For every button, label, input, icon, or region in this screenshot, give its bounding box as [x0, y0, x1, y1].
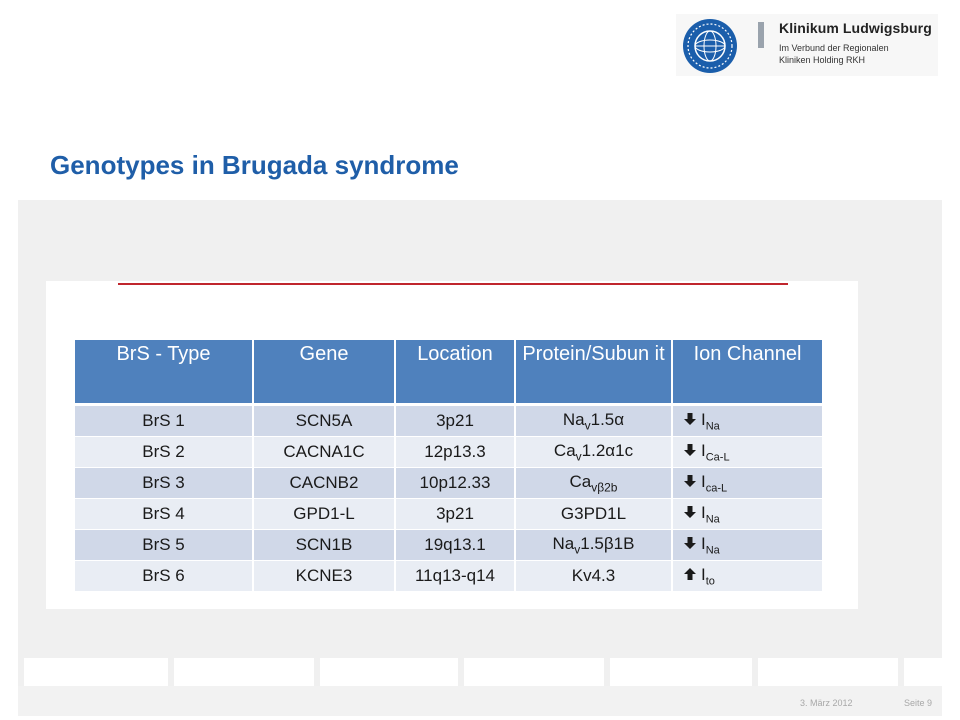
arrow-down-icon — [683, 505, 697, 519]
hospital-logo — [676, 14, 938, 76]
ion-subscript: Na — [705, 513, 720, 526]
header-protein-subunit: Protein/Subun it — [515, 340, 672, 405]
protein-name: Ca — [569, 471, 592, 491]
ion-current — [701, 564, 715, 588]
footer-divider — [898, 658, 904, 686]
ion-symbol: I — [701, 471, 706, 491]
cell-ion-channel — [672, 530, 822, 561]
footer-divider — [18, 658, 24, 686]
cell-gene: CACNA1C — [253, 437, 395, 468]
cell-protein — [515, 561, 672, 592]
cell-location: 11q13-q14 — [395, 561, 515, 592]
protein-suffix: 1.5α — [590, 409, 625, 429]
ion-current — [701, 440, 730, 464]
footer-date: 3. März 2012 — [800, 698, 853, 708]
cell-gene: KCNE3 — [253, 561, 395, 592]
ion-current — [701, 533, 720, 557]
ion-symbol: I — [701, 440, 706, 460]
header-ion-channel: Ion Channel — [672, 340, 822, 405]
ion-subscript: ca-L — [705, 482, 728, 495]
ion-current — [701, 502, 720, 526]
table-row — [75, 561, 822, 592]
protein-subscript: v — [575, 449, 582, 464]
protein-name: Na — [552, 533, 575, 553]
header-gene: Gene — [253, 340, 395, 405]
arrow-up-icon — [683, 567, 697, 581]
protein-suffix: 1.5β1B — [580, 533, 635, 553]
cell-protein — [515, 530, 672, 561]
cell-brs-type: BrS 6 — [75, 561, 253, 592]
logo-subtitle-line1: Im Verbund der Regionalen — [779, 43, 889, 53]
genotype-table — [75, 340, 822, 592]
arrow-down-icon — [683, 474, 697, 488]
ion-symbol: I — [701, 564, 706, 584]
footer-page-number: Seite 9 — [904, 698, 933, 708]
cell-gene: CACNB2 — [253, 468, 395, 499]
cell-protein — [515, 405, 672, 437]
footer-divider — [752, 658, 758, 686]
cell-brs-type: BrS 3 — [75, 468, 253, 499]
cell-location: 10p12.33 — [395, 468, 515, 499]
arrow-down-icon — [683, 443, 697, 457]
ion-symbol: I — [701, 409, 706, 429]
ion-current — [701, 471, 728, 495]
cell-location: 3p21 — [395, 499, 515, 530]
cell-gene: SCN1B — [253, 530, 395, 561]
cell-ion-channel — [672, 405, 822, 437]
protein-name: G3PD1L — [560, 504, 627, 523]
cell-brs-type: BrS 5 — [75, 530, 253, 561]
cell-protein — [515, 499, 672, 530]
footer-divider — [458, 658, 464, 686]
protein-suffix: 1.2α1c — [581, 440, 634, 460]
ion-current — [701, 409, 720, 433]
protein-name: Ca — [553, 440, 576, 460]
table-row — [75, 437, 822, 468]
cell-brs-type: BrS 1 — [75, 405, 253, 437]
cell-protein — [515, 468, 672, 499]
protein-name: Na — [562, 409, 585, 429]
table-row — [75, 405, 822, 437]
arrow-down-icon — [683, 536, 697, 550]
cell-location: 19q13.1 — [395, 530, 515, 561]
ion-symbol: I — [701, 502, 706, 522]
cell-location: 3p21 — [395, 405, 515, 437]
ion-symbol: I — [701, 533, 706, 553]
header-location: Location — [395, 340, 515, 405]
footer-divider — [604, 658, 610, 686]
table-header-row — [75, 340, 822, 405]
protein-name: Kv4.3 — [571, 566, 616, 585]
ion-subscript: Na — [705, 544, 720, 557]
logo-divider — [758, 22, 764, 48]
logo-subtitle — [779, 42, 889, 66]
cell-ion-channel — [672, 499, 822, 530]
slide-title: Genotypes in Brugada syndrome — [50, 150, 459, 180]
cell-location: 12p13.3 — [395, 437, 515, 468]
cell-ion-channel — [672, 437, 822, 468]
protein-subscript: v — [584, 418, 591, 433]
arrow-down-icon — [683, 412, 697, 426]
logo-title: Klinikum Ludwigsburg — [779, 20, 932, 36]
ion-subscript: Ca-L — [705, 451, 730, 464]
ion-subscript: Na — [705, 420, 720, 433]
cell-gene: GPD1-L — [253, 499, 395, 530]
footer-tabs — [18, 658, 942, 686]
table-row — [75, 499, 822, 530]
protein-subscript: v — [574, 542, 581, 557]
cell-brs-type: BrS 4 — [75, 499, 253, 530]
table-row — [75, 530, 822, 561]
globe-logo-icon — [682, 18, 738, 74]
cell-gene: SCN5A — [253, 405, 395, 437]
cell-brs-type: BrS 2 — [75, 437, 253, 468]
footer-divider — [168, 658, 174, 686]
cell-ion-channel — [672, 468, 822, 499]
red-rule — [118, 283, 788, 285]
cell-protein — [515, 437, 672, 468]
header-brs-type: BrS - Type — [75, 340, 253, 405]
logo-subtitle-line2: Kliniken Holding RKH — [779, 55, 866, 65]
protein-subscript: vβ2b — [591, 480, 618, 495]
table-row — [75, 468, 822, 499]
ion-subscript: to — [705, 575, 715, 588]
footer-divider — [314, 658, 320, 686]
cell-ion-channel — [672, 561, 822, 592]
